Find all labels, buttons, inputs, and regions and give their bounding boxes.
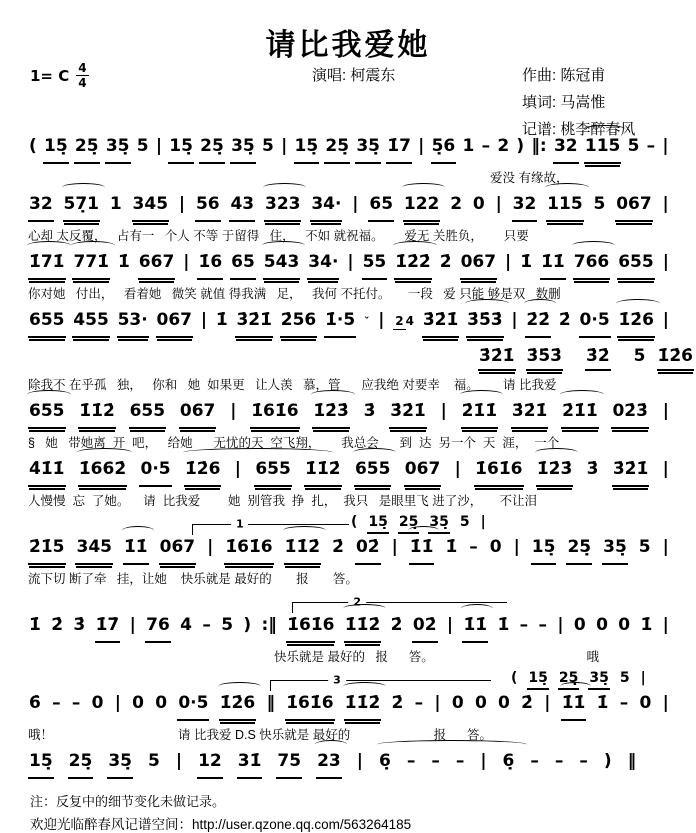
note-token: 345 [132, 192, 170, 222]
barline: | [480, 514, 486, 530]
notes-row [28, 134, 672, 164]
note-token: 55 [362, 250, 388, 280]
note-token: 0 [498, 693, 510, 713]
note-token: 3̇2̇1̇ [612, 457, 650, 487]
volta-number: 3 [328, 673, 346, 686]
note-token: 32 [553, 134, 579, 164]
barline: | [418, 136, 425, 156]
note-token: 1̇7̇ [95, 613, 121, 643]
note-token: 1̇1̇ [540, 250, 566, 280]
barline: | [391, 537, 398, 557]
notes-row [28, 749, 672, 779]
note-token: 35̣ [230, 134, 256, 164]
composer-credit: 作曲: 陈冠甫 [522, 67, 606, 84]
lyrics-line: 快乐就是 最好的 报 答。 哦 [274, 650, 600, 664]
music-system [28, 593, 672, 665]
note-token: 115 [584, 134, 622, 164]
note-token: 1 [109, 194, 122, 214]
note-token: 32 [28, 192, 54, 222]
note-token: 3̇2̇1̇ [422, 308, 460, 338]
note-token: 1̇6 [197, 250, 223, 280]
barline: | [662, 401, 669, 421]
note-token: 0 [639, 693, 652, 713]
barline: | [662, 537, 669, 557]
note-token: 12 [197, 749, 223, 779]
lyrics-line: 爱没 有缘故， [490, 171, 569, 185]
lyrics-line: 心却 太反覆， 占有一 个人 不等 于留得 住， 不如 就祝福。 爱无 关胜负， 只要 [28, 229, 529, 243]
note-token: 2̇56 [280, 308, 318, 338]
notes-row [28, 399, 672, 429]
note-token: 35̣ [355, 134, 381, 164]
key-label: 1= C [30, 66, 70, 85]
note-token: 34· [310, 192, 342, 222]
note-token: 1̇ [520, 252, 533, 272]
note-token: 15̣ [168, 134, 194, 164]
note-token: 2̇ [521, 693, 533, 713]
note-token: 65 [230, 250, 256, 280]
music-system [28, 671, 672, 743]
note-token: – [414, 693, 424, 713]
note-token: 1̇ [215, 310, 228, 330]
notes-row [28, 250, 672, 280]
repeat-sign: :‖ [261, 615, 277, 635]
barline: | [356, 751, 363, 771]
note-token: 2̇ [439, 252, 452, 272]
barline: | [440, 401, 447, 421]
note-token: 2̇1̇1̇ [561, 399, 599, 429]
notes-row [28, 308, 672, 338]
note-token: 5 [261, 136, 274, 156]
time-signature [76, 62, 88, 89]
note-token: 655 [129, 399, 167, 429]
barline: | [454, 459, 461, 479]
singer-credit: 演唱: 柯震东 [312, 67, 396, 84]
note-token: 0 [155, 693, 168, 713]
note-token: 43 [229, 192, 255, 222]
lyrics-line: 除我不 在乎孤 独， 你和 她 如果更 让人羡 慕，管 应我绝 对要幸 福。 请 比我爱 [28, 378, 557, 392]
lyrics-line: 哦！ 请 比我爱 D.S 快乐就是 最好的 报 答。 [28, 728, 492, 742]
note-token: 02̇3̇ [611, 399, 649, 429]
breath-mark: ˇ [363, 315, 370, 328]
time-signature-change [392, 315, 415, 330]
note-token: 655 [254, 457, 292, 487]
note-token: 0 [489, 537, 502, 557]
note-token: 5 [148, 751, 160, 771]
note-token: 3̇2̇1̇ [235, 308, 273, 338]
note-token: 32 [512, 192, 538, 222]
note-token: – [469, 537, 478, 557]
note-token: 35̣ [602, 535, 628, 565]
note-token: 35̣ [107, 749, 133, 779]
note-token: 1̇1̇2̇ [284, 535, 322, 565]
lyrics-line: § 她 带她离 开 吧， 给她 无忧的天 空飞翔， 我总会 到 达 另一个 天 涯， 一个 [28, 436, 560, 450]
note-token: 067 [159, 535, 197, 565]
note-token: 1̇1̇ [462, 613, 488, 643]
note-token: 57̣1 [63, 192, 101, 222]
score-header [0, 0, 696, 138]
note-token: 1̇7 [386, 134, 412, 164]
note-token: 1̇ [117, 252, 130, 272]
barline: | [557, 615, 564, 635]
barline: | [114, 693, 121, 713]
note-token: 667 [138, 250, 176, 280]
note-token: 3̇2̇1̇ [511, 399, 549, 429]
note-token: 2̇ [51, 615, 64, 635]
music-system [28, 250, 672, 302]
note-token: 2̇2̇ [525, 308, 551, 338]
music-system [28, 308, 694, 393]
note-token: 1̇2̇6 [617, 308, 655, 338]
note-token: 1̇2̇3̇ [312, 399, 350, 429]
music-system [28, 192, 672, 244]
note-token: 0·5 [579, 308, 611, 338]
repeat-sign: ‖ [266, 693, 275, 713]
note-token: 1̇61̇6 [286, 613, 335, 643]
note-token: 15̣ [367, 514, 388, 534]
score [0, 130, 696, 779]
barline: | [662, 310, 669, 330]
note-token: 0 [618, 615, 631, 635]
note-token: 3̇5̇3̇ [526, 346, 564, 371]
note-token: 76 [145, 613, 171, 643]
qzone-link-text: 欢迎光临醉春风记谱空间：http://user.qzone.qq.com/563264185 [30, 817, 412, 832]
barline: | [178, 194, 186, 214]
barline: | [480, 751, 487, 771]
note-token: 1̇1̇ [123, 535, 149, 565]
note-token: 1̇1̇2̇ [78, 399, 116, 429]
note-token: 2̇ [391, 693, 404, 713]
note-token: – [71, 693, 81, 713]
note-token: 1̇61̇6 [250, 399, 299, 429]
note-token: 3̇ [586, 459, 599, 479]
note-token: 1̇2̇6̇ [657, 346, 695, 371]
note-token: 067 [179, 399, 217, 429]
note-token: 1̇2̇3̇ [536, 457, 574, 487]
notes-row [28, 457, 672, 487]
note-token: 1̇1̇2̇ [304, 457, 342, 487]
note-token: 1̇61̇6 [474, 457, 523, 487]
note-token: 1̇1̇2̇ [344, 613, 382, 643]
note-token: 543 [263, 250, 301, 280]
time-numerator: 2 [395, 314, 404, 328]
time-numerator: 4 [78, 61, 87, 75]
note-token: 15̣ [43, 134, 69, 164]
note-token: 067 [615, 192, 653, 222]
note-token: 25̣ [398, 514, 419, 534]
note-token: – [579, 751, 588, 771]
note-token: 0 [91, 693, 104, 713]
lyrics-line: 流下切 断了牵 挂，让她 快乐就是 最好的 报 答。 [28, 572, 358, 586]
note-token: 067 [404, 457, 442, 487]
barline: | [662, 459, 669, 479]
barline: | [495, 194, 502, 214]
lyrics-line: 人慢慢 忘 了她。 请 比我爱 她 别管我 挣 扎， 我只 是眼里飞 进了沙， 不让泪 [28, 494, 538, 508]
barline: | [347, 252, 354, 272]
note-token: 2̇ [558, 310, 571, 330]
note-token: 5 [638, 537, 651, 557]
note-token: – [52, 693, 61, 713]
music-system [28, 399, 672, 451]
note-token: 3̇2̇1̇ [389, 399, 427, 429]
song-title: 请比我爱她 [265, 29, 431, 62]
note-token: 5 [627, 136, 640, 156]
barline: | [183, 252, 190, 272]
note-token: 4̇1̇1̇ [28, 457, 66, 487]
note-token: 1̇ [596, 693, 609, 713]
barline: | [230, 401, 237, 421]
note-token: 6̣ [502, 751, 515, 771]
note-token: 1̇61̇6 [224, 535, 273, 565]
note-token: 0 [472, 194, 485, 214]
note-token: 655 [28, 308, 66, 338]
barline: | [207, 537, 214, 557]
barline: | [662, 136, 669, 156]
note-token: 5̣6 [431, 134, 457, 164]
note-token: 5 [221, 615, 234, 635]
note-token: – [530, 751, 539, 771]
note-token: 1̇2̇2̇ [394, 250, 432, 280]
note-token: 25̣ [558, 670, 579, 690]
note-token: 02̇ [412, 613, 438, 643]
note-token: 0 [573, 615, 586, 635]
note-token: 15̣ [294, 134, 320, 164]
note-token: – [538, 615, 547, 635]
lyricist-credit: 填词: 马嵩惟 [522, 94, 606, 111]
note-token: – [646, 136, 656, 156]
time-denominator: 4 [78, 76, 87, 90]
note-token: 2̇ [332, 537, 344, 557]
note-token: 2̇1̇1̇ [461, 399, 499, 429]
note-token: 5 [136, 136, 149, 156]
notes-row [28, 192, 672, 222]
note-token: – [455, 751, 465, 771]
note-token: – [554, 751, 564, 771]
note-token: 323 [264, 192, 302, 222]
note-token: 067 [460, 250, 498, 280]
note-token: 067 [156, 308, 194, 338]
barline: | [640, 670, 646, 686]
note-token: 1̇1̇ [561, 691, 587, 721]
notes-row [28, 535, 672, 565]
note-token: 15̣ [527, 670, 548, 690]
note-token: 771̇ [72, 250, 110, 280]
note-token: 115 [546, 192, 584, 222]
note-token: 02̇ [355, 535, 381, 565]
note-token: 122 [403, 192, 441, 222]
note-token: 655 [617, 250, 655, 280]
note-token: 3̇2̇ [585, 346, 611, 371]
note-token: 766 [573, 250, 611, 280]
note-token: – [481, 136, 491, 156]
note-token: 455 [72, 308, 110, 338]
note-token: ) [603, 751, 612, 771]
note-token: 1̇ [29, 615, 41, 635]
note-token: 1 [462, 136, 475, 156]
note-token: 1̇·5 [324, 308, 356, 338]
barline: | [513, 537, 520, 557]
note-token: 0 [451, 693, 464, 713]
music-system [28, 457, 672, 509]
barline: | [544, 693, 551, 713]
note-token: 1̇1̇2̇ [344, 691, 382, 721]
note-token: 3̇5̇3̇ [466, 308, 504, 338]
barline: | [175, 751, 183, 771]
note-token: 0 [474, 693, 487, 713]
note-token: 2 [450, 194, 463, 214]
note-token: 25̣ [74, 134, 100, 164]
key-signature [30, 62, 89, 89]
note-token: 0 [132, 693, 144, 713]
music-system [28, 749, 672, 779]
note-token: 5 [633, 346, 646, 366]
note-token: 56 [195, 192, 221, 222]
barline: | [129, 615, 136, 635]
barline: | [511, 310, 518, 330]
note-token: 23 [316, 749, 342, 779]
note-token: 655 [28, 399, 66, 429]
note-token: 5 [619, 670, 630, 686]
note-token: 25̣ [566, 535, 592, 565]
note-token: 655 [354, 457, 392, 487]
note-text: 注：反复中的细节变化未做记录。 [30, 794, 226, 809]
note-token: 1̇ [640, 615, 653, 635]
volta-number: 2 [348, 595, 366, 608]
note-token: 1̇662̇ [78, 457, 127, 487]
note-token: 1̇61̇6 [285, 691, 334, 721]
transcriber-credit: 记谱: 桃李醉春风 [522, 121, 636, 138]
note-token: 3̇2̇1̇ [478, 346, 516, 371]
note-token: 25̣ [199, 134, 225, 164]
note-token: 35̣ [105, 134, 131, 164]
note-token: 0·5 [177, 691, 209, 721]
note-token: 4 [180, 615, 192, 635]
note-token: 15̣ [28, 749, 54, 779]
note-token: – [619, 693, 629, 713]
barline: | [434, 693, 441, 713]
note-token: – [202, 615, 211, 635]
barline: | [200, 310, 208, 330]
note-token: 3̇ [363, 401, 376, 421]
note-token: ( [511, 670, 518, 686]
note-token: 2 [497, 136, 510, 156]
note-token: 35̣ [428, 514, 449, 534]
note-token: 6̇ [29, 693, 41, 713]
note-token: – [406, 751, 416, 771]
note-token: – [519, 615, 529, 635]
note-token: 1̇ [497, 615, 510, 635]
note-token: 5 [459, 514, 470, 530]
barline: | [234, 459, 241, 479]
note-token: ( [29, 136, 37, 156]
note-token: 5 [593, 194, 606, 214]
note-token: 1̇1̇ [409, 535, 435, 565]
note-token: 2̇ [390, 615, 403, 635]
barline: | [378, 310, 385, 330]
time-denominator: 4 [405, 314, 415, 328]
note-token: 1̇2̇6 [184, 457, 222, 487]
music-system [28, 134, 672, 186]
note-token: – [431, 751, 440, 771]
note-token: 1̇ [445, 537, 458, 557]
note-token: ( [351, 514, 358, 530]
repeat-sign: ‖: [531, 136, 547, 156]
barline: | [352, 194, 359, 214]
note-token: 1̇2̇6 [219, 691, 257, 721]
barline: | [662, 615, 669, 635]
note-token: 0 [596, 615, 608, 635]
spacer [573, 358, 575, 361]
note-token: 25̣ [324, 134, 350, 164]
repeat-sign: ‖ [627, 751, 637, 771]
note-token: ) [243, 615, 252, 635]
note-token: 0·5 [139, 457, 171, 487]
note-token: 2̇1̇5 [28, 535, 66, 565]
note-token: 345 [75, 535, 113, 565]
note-token: 65 [368, 192, 394, 222]
barline: | [662, 194, 669, 214]
note-token: 35̣ [588, 670, 609, 690]
note-token: 3̇ [73, 615, 86, 635]
note-token: 31̇ [237, 749, 263, 779]
lyrics-line: 你对她 付出， 看着她 微笑 就值 得我满 足， 我何 不托付。 一段 爱 只能 够是双 数删 [28, 287, 561, 301]
note-token: 25̣ [68, 749, 94, 779]
note-token: 1̇71̇ [28, 250, 66, 280]
note-token: 15̣ [531, 535, 557, 565]
spacer [621, 358, 623, 361]
barline: | [662, 693, 669, 713]
note-token: ) [516, 136, 525, 156]
note-token: 6̣ [378, 749, 392, 777]
music-system [28, 515, 672, 587]
volta-number: 1 [231, 517, 249, 530]
barline: | [281, 136, 288, 156]
note-token: 34· [307, 250, 339, 280]
notes-row [28, 613, 672, 643]
notes-row [28, 691, 672, 721]
barline: | [446, 615, 454, 635]
note-token: 75 [276, 749, 302, 779]
second-voice-row [478, 346, 694, 371]
note-token: 53· [117, 308, 149, 338]
barline: | [662, 252, 669, 272]
barline: | [505, 252, 512, 272]
barline: | [155, 136, 163, 156]
